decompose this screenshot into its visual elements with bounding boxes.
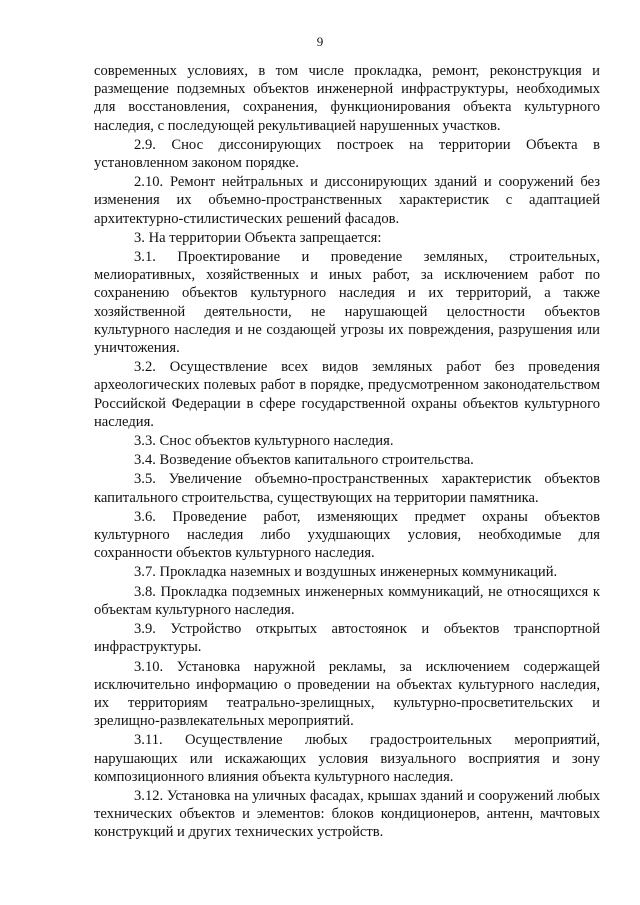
paragraph-3-8: 3.8. Прокладка подземных инженерных коммуникаций, не относящихся к объектам культурного наследия. — [94, 583, 600, 618]
paragraph-3-9: 3.9. Устройство открытых автостоянок и объектов транспортной инфраструктуры. — [94, 621, 600, 656]
paragraph-2-9: 2.9. Снос диссонирующих построек на территории Объекта в установленном законом порядке. — [94, 136, 600, 172]
paragraph-continuation: современных условиях, в том числе прокладка, ремонт, реконструкция и размещение подземных объектов инженерной инфраструктуры, необходимых для восстановления, сохранения, функционирования объекта культурного наследия, с последующей рекультивацией нарушенных участков. — [94, 63, 600, 134]
paragraph-3-6: 3.6. Проведение работ, изменяющих предмет охраны объектов культурного наследия либо ухудшающих условия, необходимые для сохранности объектов культурного наследия. — [94, 508, 600, 562]
paragraph-3-4: 3.4. Возведение объектов капитального строительства. — [134, 452, 474, 469]
paragraph-2-10: 2.10. Ремонт нейтральных и диссонирующих зданий и сооружений без изменения их объемно-пространственных характеристик с адаптацией архитектурно-стилистических решений фасадов. — [94, 174, 600, 227]
paragraph-3-10: 3.10. Установка наружной рекламы, за исключением содержащей исключительно информацию о проведении на объектах культурного наследия, их территориям театрально-зрелищных, культурно-просветительских и зрелищно-развлекательных мероприятий. — [94, 658, 600, 730]
paragraph-3-12: 3.12. Установка на уличных фасадах, крышах зданий и сооружений любых технических объектов и элементов: блоков кондиционеров, антенн, мачтовых конструкций и других технических устройств. — [94, 787, 600, 841]
paragraph-3-7: 3.7. Прокладка наземных и воздушных инженерных коммуникаций. — [134, 564, 558, 581]
paragraph-3-5: 3.5. Увеличение объемно-пространственных характеристик объектов капитального строительства, существующих на территории памятника. — [94, 471, 600, 506]
paragraph-3-1: 3.1. Проектирование и проведение земляных, строительных, мелиоративных, хозяйственных и иных работ, за исключением работ по сохранению объектов культурного наследия и их территорий, а также хозяйственной деятельности, не нарушающей целостности объектов культурного наследия и не создающей угрозы их повреждения, разрушения или уничтожения. — [94, 249, 600, 357]
paragraph-3-11: 3.11. Осуществление любых градостроительных мероприятий, нарушающих или искажающих условия визуального восприятия и зону композиционного влияния объекта культурного наследия. — [94, 732, 600, 785]
section-3-heading: 3. На территории Объекта запрещается: — [134, 229, 382, 246]
document-body — [94, 62, 600, 842]
paragraph-3-3: 3.3. Снос объектов культурного наследия. — [134, 433, 394, 450]
page-number: 9 — [316, 34, 324, 49]
paragraph-3-2: 3.2. Осуществление всех видов земляных работ без проведения археологических полевых работ в порядке, предусмотренном законодательством Российской Федерации в сфере государственной охраны объектов культурного наследия. — [94, 359, 600, 430]
